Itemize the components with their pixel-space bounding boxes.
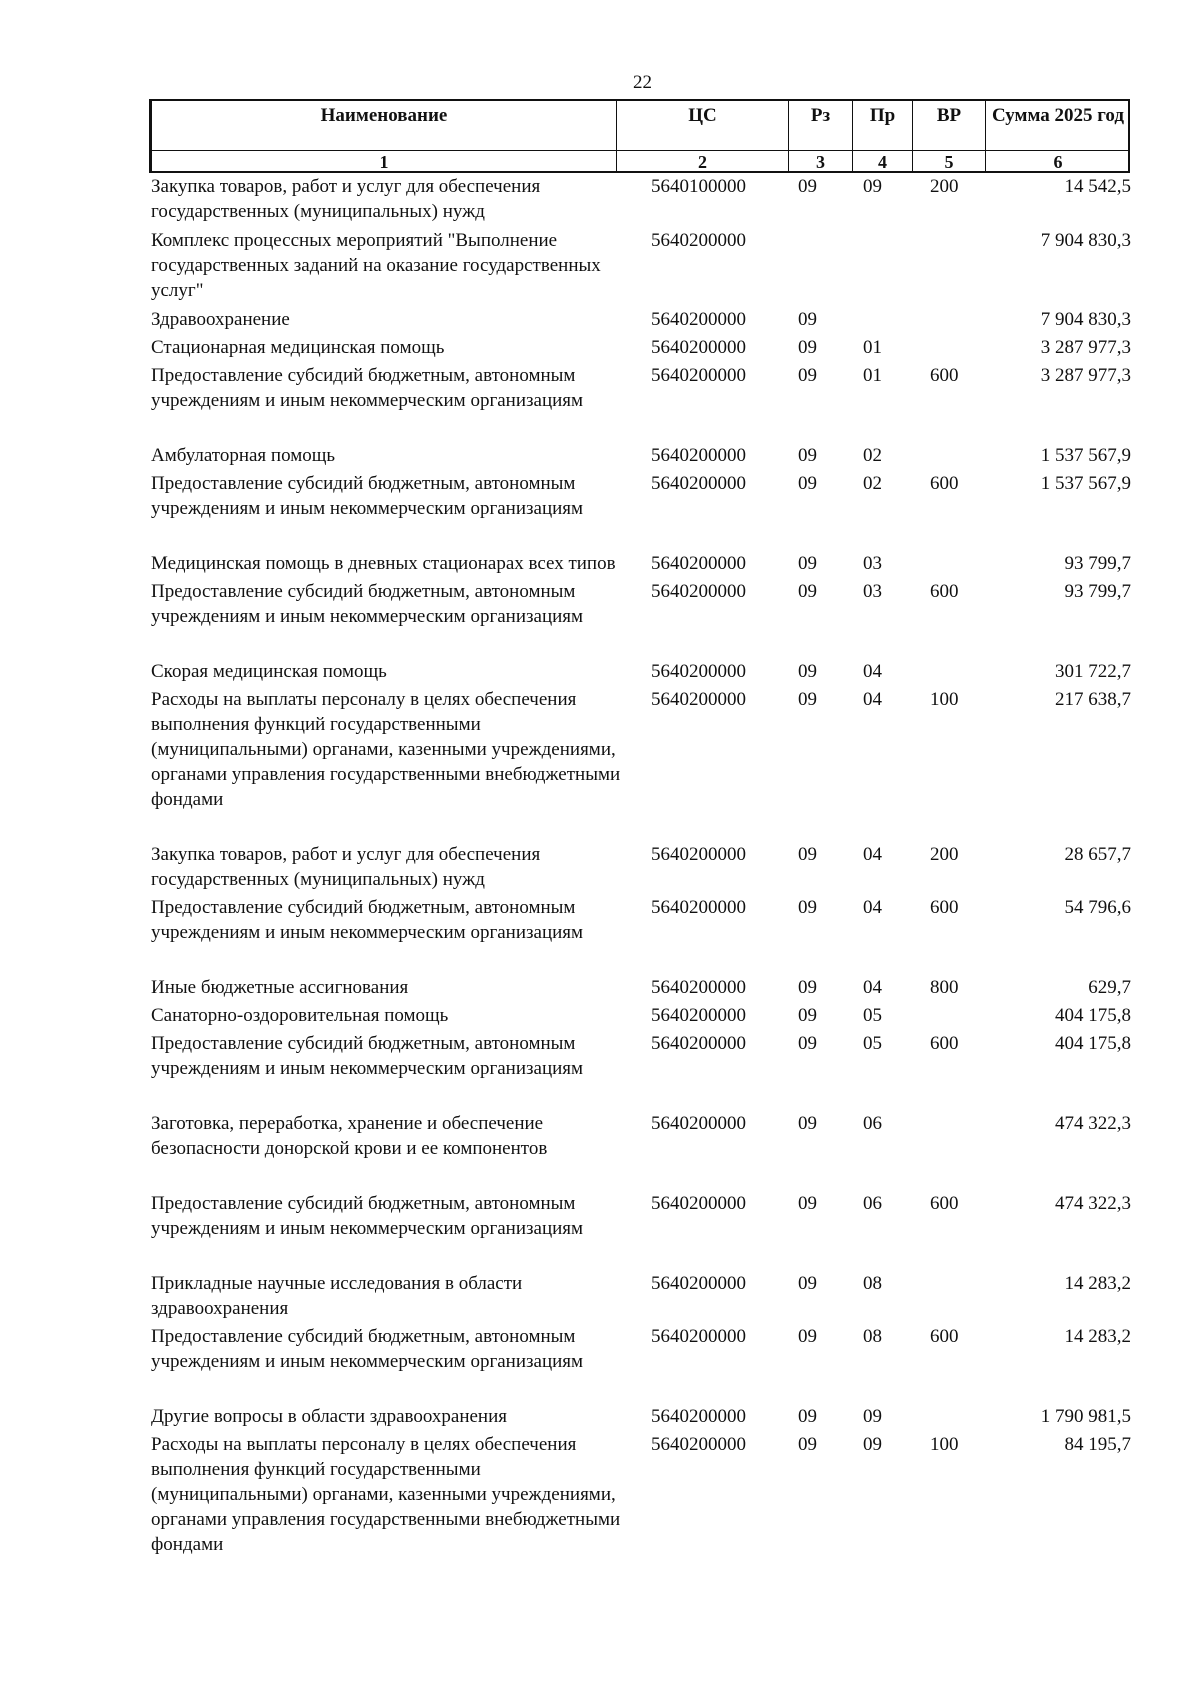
row-cs: 5640200000	[651, 445, 746, 466]
table-body	[151, 174, 1131, 1557]
header-name-number: 1	[379, 152, 389, 172]
table-row	[151, 551, 1131, 576]
row-pr: 02	[863, 473, 882, 494]
row-sum: 14 283,2	[1064, 1326, 1131, 1347]
row-pr: 02	[863, 445, 882, 466]
row-name: Предоставление субсидий бюджетным, автономным учреждениям и иным некоммерческим организациям	[151, 473, 584, 519]
row-rz: 09	[798, 553, 817, 574]
row-name: Амбулаторная помощь	[151, 445, 336, 466]
row-vr: 600	[930, 1193, 959, 1214]
table-row	[151, 842, 1131, 892]
row-sum: 1 537 567,9	[1040, 445, 1131, 466]
header-col-vr	[912, 101, 985, 171]
header-sum-label: Сумма 2025 год	[992, 105, 1124, 126]
row-cs: 5640200000	[651, 661, 746, 682]
row-pr: 09	[863, 1434, 882, 1455]
header-col-rz	[788, 101, 852, 171]
row-pr: 05	[863, 1005, 882, 1026]
row-vr: 800	[930, 977, 959, 998]
row-rz: 09	[798, 176, 817, 197]
row-sum: 93 799,7	[1064, 553, 1131, 574]
table-row	[151, 659, 1131, 684]
table-row	[151, 174, 1131, 224]
row-vr: 600	[930, 581, 959, 602]
row-sum: 7 904 830,3	[1040, 230, 1131, 251]
header-cs-number: 2	[698, 152, 707, 172]
row-rz: 09	[798, 445, 817, 466]
row-cs: 5640200000	[651, 844, 746, 865]
table-row	[151, 335, 1131, 360]
header-col-pr	[852, 101, 912, 171]
row-cs: 5640200000	[651, 473, 746, 494]
table-row	[151, 307, 1131, 332]
row-name: Предоставление субсидий бюджетным, автономным учреждениям и иным некоммерческим организациям	[151, 1193, 584, 1239]
row-cs: 5640200000	[651, 1434, 746, 1455]
row-rz: 09	[798, 473, 817, 494]
row-rz: 09	[798, 1193, 817, 1214]
row-sum: 3 287 977,3	[1040, 365, 1131, 386]
row-pr: 01	[863, 337, 882, 358]
row-sum: 404 175,8	[1055, 1033, 1131, 1054]
row-pr: 04	[863, 844, 882, 865]
row-sum: 54 796,6	[1064, 897, 1131, 918]
table-row	[151, 1191, 1131, 1241]
row-rz: 09	[798, 661, 817, 682]
row-vr: 200	[930, 176, 959, 197]
row-cs: 5640200000	[651, 581, 746, 602]
row-vr: 600	[930, 1033, 959, 1054]
table-row	[151, 1031, 1131, 1081]
row-sum: 474 322,3	[1055, 1113, 1131, 1134]
header-sum-number: 6	[1053, 152, 1063, 172]
row-name: Предоставление субсидий бюджетным, автономным учреждениям и иным некоммерческим организациям	[151, 897, 584, 943]
row-pr: 04	[863, 689, 882, 710]
row-rz: 09	[798, 1326, 817, 1347]
page-number: 22	[633, 72, 652, 93]
row-cs: 5640200000	[651, 1193, 746, 1214]
table-row	[151, 363, 1131, 413]
row-name: Закупка товаров, работ и услуг для обеспечения государственных (муниципальных) нужд	[151, 176, 541, 222]
header-pr-number: 4	[878, 152, 887, 172]
row-rz: 09	[798, 844, 817, 865]
row-cs: 5640200000	[651, 337, 746, 358]
row-name: Скорая медицинская помощь	[151, 661, 387, 682]
row-pr: 06	[863, 1193, 882, 1214]
row-name: Комплекс процессных мероприятий "Выполнение государственных заданий на оказание государственных услуг"	[151, 230, 601, 301]
header-name-label: Наименование	[320, 105, 448, 126]
row-sum: 84 195,7	[1064, 1434, 1131, 1455]
row-cs: 5640200000	[651, 1406, 746, 1427]
row-cs: 5640200000	[651, 897, 746, 918]
row-rz: 09	[798, 337, 817, 358]
row-cs: 5640200000	[651, 1033, 746, 1054]
row-sum: 629,7	[1088, 977, 1131, 998]
row-rz: 09	[798, 1273, 817, 1294]
row-rz: 09	[798, 365, 817, 386]
row-sum: 7 904 830,3	[1040, 309, 1131, 330]
row-cs: 5640200000	[651, 1113, 746, 1134]
row-sum: 28 657,7	[1064, 844, 1131, 865]
row-rz: 09	[798, 581, 817, 602]
row-rz: 09	[798, 977, 817, 998]
row-vr: 200	[930, 844, 959, 865]
row-name: Медицинская помощь в дневных стационарах всех типов	[151, 553, 616, 574]
row-rz: 09	[798, 1434, 817, 1455]
header-pr-label: Пр	[869, 105, 896, 126]
row-sum: 474 322,3	[1055, 1193, 1131, 1214]
row-name: Предоставление субсидий бюджетным, автономным учреждениям и иным некоммерческим организациям	[151, 581, 584, 627]
row-pr: 04	[863, 977, 882, 998]
table-row	[151, 1404, 1131, 1429]
table-header	[149, 99, 1130, 173]
table-row	[151, 1324, 1131, 1374]
row-vr: 600	[930, 365, 959, 386]
row-name: Закупка товаров, работ и услуг для обеспечения государственных (муниципальных) нужд	[151, 844, 541, 890]
row-name: Здравоохранение	[151, 309, 290, 330]
row-pr: 01	[863, 365, 882, 386]
row-name: Расходы на выплаты персоналу в целях обеспечения выполнения функций государственными (муниципальными) органами, казенными учреждениями, органами управления государственными внебюджетными фондами	[151, 1434, 621, 1555]
row-pr: 04	[863, 897, 882, 918]
row-sum: 301 722,7	[1055, 661, 1131, 682]
table-row	[151, 443, 1131, 468]
row-name: Санаторно-оздоровительная помощь	[151, 1005, 449, 1026]
row-pr: 09	[863, 1406, 882, 1427]
row-cs: 5640200000	[651, 1326, 746, 1347]
row-vr: 600	[930, 473, 959, 494]
header-col-sum	[985, 101, 1130, 171]
row-name: Предоставление субсидий бюджетным, автономным учреждениям и иным некоммерческим организациям	[151, 1326, 584, 1372]
row-pr: 09	[863, 176, 882, 197]
row-sum: 1 537 567,9	[1040, 473, 1131, 494]
row-pr: 03	[863, 581, 882, 602]
row-pr: 04	[863, 661, 882, 682]
row-pr: 08	[863, 1273, 882, 1294]
row-sum: 3 287 977,3	[1040, 337, 1131, 358]
row-name: Иные бюджетные ассигнования	[151, 977, 409, 998]
table-row	[151, 1111, 1131, 1161]
row-name: Заготовка, переработка, хранение и обеспечение безопасности донорской крови и ее компонентов	[151, 1113, 548, 1159]
row-cs: 5640100000	[651, 176, 746, 197]
table-row	[151, 228, 1131, 303]
row-cs: 5640200000	[651, 553, 746, 574]
table-row	[151, 1003, 1131, 1028]
header-rz-number: 3	[816, 152, 825, 172]
header-vr-label: ВР	[936, 105, 962, 126]
row-sum: 93 799,7	[1064, 581, 1131, 602]
row-cs: 5640200000	[651, 230, 746, 251]
row-sum: 1 790 981,5	[1040, 1406, 1131, 1427]
header-col-cs	[616, 101, 788, 171]
row-name: Другие вопросы в области здравоохранения	[151, 1406, 508, 1427]
header-cs-label: ЦС	[688, 105, 717, 126]
row-vr: 600	[930, 1326, 959, 1347]
row-cs: 5640200000	[651, 1273, 746, 1294]
row-name: Прикладные научные исследования в области здравоохранения	[151, 1273, 523, 1319]
row-rz: 09	[798, 1005, 817, 1026]
row-sum: 404 175,8	[1055, 1005, 1131, 1026]
row-name: Предоставление субсидий бюджетным, автономным учреждениям и иным некоммерческим организациям	[151, 365, 584, 411]
row-rz: 09	[798, 1406, 817, 1427]
table-row	[151, 579, 1131, 629]
table-row	[151, 687, 1131, 812]
header-col-name	[151, 101, 616, 171]
header-vr-number: 5	[944, 152, 954, 172]
row-cs: 5640200000	[651, 977, 746, 998]
row-rz: 09	[798, 1033, 817, 1054]
row-vr: 100	[930, 689, 959, 710]
row-pr: 05	[863, 1033, 882, 1054]
row-pr: 06	[863, 1113, 882, 1134]
row-rz: 09	[798, 689, 817, 710]
row-name: Предоставление субсидий бюджетным, автономным учреждениям и иным некоммерческим организациям	[151, 1033, 584, 1079]
row-vr: 100	[930, 1434, 959, 1455]
row-sum: 217 638,7	[1055, 689, 1131, 710]
row-cs: 5640200000	[651, 365, 746, 386]
row-rz: 09	[798, 309, 817, 330]
row-cs: 5640200000	[651, 689, 746, 710]
row-pr: 03	[863, 553, 882, 574]
table-row	[151, 1432, 1131, 1557]
table-row	[151, 471, 1131, 521]
row-cs: 5640200000	[651, 1005, 746, 1026]
row-cs: 5640200000	[651, 309, 746, 330]
header-rz-label: Рз	[810, 105, 831, 126]
row-rz: 09	[798, 897, 817, 918]
row-rz: 09	[798, 1113, 817, 1134]
row-name: Расходы на выплаты персоналу в целях обеспечения выполнения функций государственными (муниципальными) органами, казенными учреждениями, органами управления государственными внебюджетными фондами	[151, 689, 621, 810]
row-name: Стационарная медицинская помощь	[151, 337, 445, 358]
row-vr: 600	[930, 897, 959, 918]
table-row	[151, 1271, 1131, 1321]
table-row	[151, 895, 1131, 945]
table-row	[151, 975, 1131, 1000]
row-sum: 14 542,5	[1064, 176, 1131, 197]
row-pr: 08	[863, 1326, 882, 1347]
row-sum: 14 283,2	[1064, 1273, 1131, 1294]
